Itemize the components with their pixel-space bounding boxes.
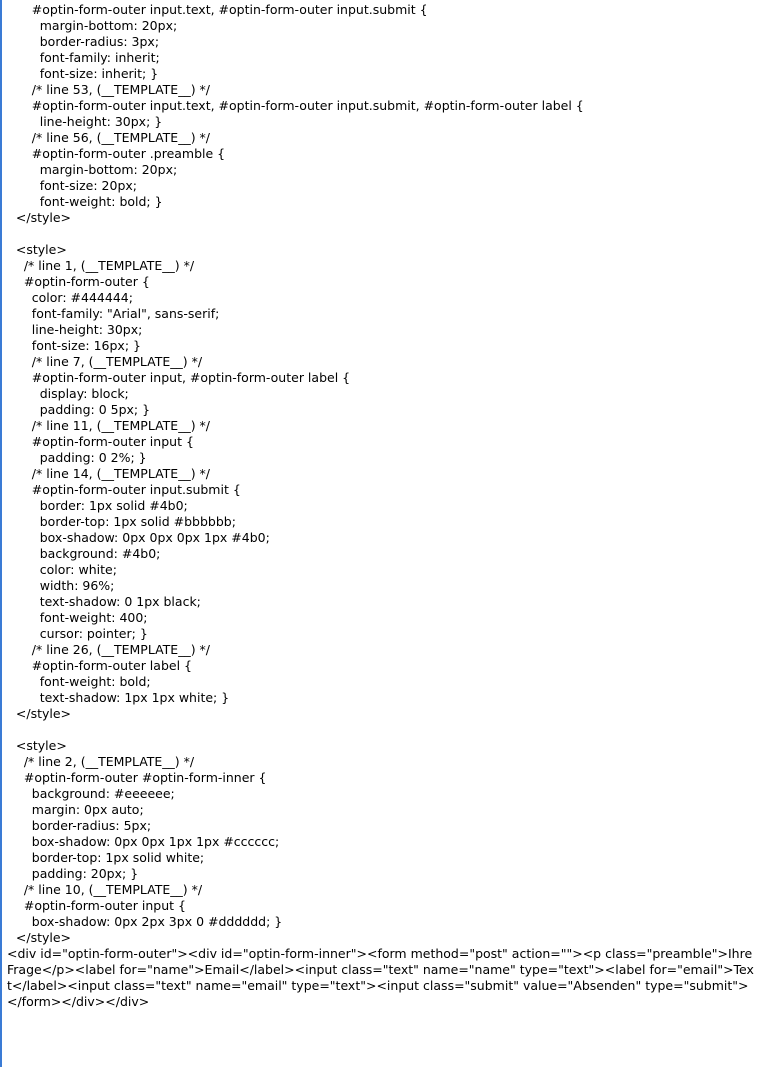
source-line: font-weight: bold; }: [0, 194, 163, 209]
source-line: line-height: 30px;: [0, 322, 143, 337]
source-line: padding: 0 2%; }: [0, 450, 147, 465]
source-line: box-shadow: 0px 0px 0px 1px #4b0;: [0, 530, 270, 545]
source-line: background: #4b0;: [0, 546, 161, 561]
source-line: /* line 26, (__TEMPLATE__) */: [0, 642, 211, 657]
source-line: box-shadow: 0px 0px 1px 1px #cccccc;: [0, 834, 280, 849]
html-markup-text: <div id="optin-form-outer"><div id="optin-form-inner"><form method="post" action=""><p class="preamble">Ihre Frage</p><label for="name">Email</label><input class="text" name="name" type="text"><label for="email">Text</label><input class="text" name="email" type="text"><input class="submit" value="Absenden" type="submit"></form></div></div>: [7, 946, 754, 1009]
source-line: #optin-form-outer input {: [0, 898, 186, 913]
source-line: font-family: "Arial", sans-serif;: [0, 306, 220, 321]
source-line: [0, 722, 760, 738]
source-line: background: #eeeeee;: [0, 786, 175, 801]
source-line: border-top: 1px solid #bbbbbb;: [0, 514, 236, 529]
source-line: font-weight: 400;: [0, 610, 148, 625]
source-line: /* line 56, (__TEMPLATE__) */: [0, 130, 211, 145]
source-line: #optin-form-outer label {: [0, 658, 192, 673]
source-line: #optin-form-outer input.text, #optin-form-outer input.submit, #optin-form-outer label {: [0, 98, 584, 113]
source-line: font-weight: bold;: [0, 674, 151, 689]
source-line: box-shadow: 0px 2px 3px 0 #dddddd; }: [0, 914, 283, 929]
source-line: margin-bottom: 20px;: [0, 18, 178, 33]
source-line: font-size: 20px;: [0, 178, 137, 193]
source-line: #optin-form-outer .preamble {: [0, 146, 226, 161]
source-line: <style>: [0, 242, 67, 257]
source-line: width: 96%;: [0, 578, 115, 593]
source-line: #optin-form-outer input.submit {: [0, 482, 241, 497]
source-code-view: [0, 2, 760, 946]
source-line: /* line 14, (__TEMPLATE__) */: [0, 466, 211, 481]
source-line: #optin-form-outer #optin-form-inner {: [0, 770, 267, 785]
source-line: font-family: inherit;: [0, 50, 160, 65]
source-line: #optin-form-outer {: [0, 274, 150, 289]
source-line: cursor: pointer; }: [0, 626, 148, 641]
source-line: </style>: [0, 706, 72, 721]
source-line: <style>: [0, 738, 67, 753]
source-line: font-size: 16px; }: [0, 338, 141, 353]
source-line: </style>: [0, 930, 72, 945]
source-line: display: block;: [0, 386, 129, 401]
source-line: border-top: 1px solid white;: [0, 850, 205, 865]
source-line: /* line 11, (__TEMPLATE__) */: [0, 418, 211, 433]
source-line: margin-bottom: 20px;: [0, 162, 178, 177]
source-line: text-shadow: 1px 1px white; }: [0, 690, 230, 705]
source-line: /* line 1, (__TEMPLATE__) */: [0, 258, 195, 273]
source-line: [0, 226, 760, 242]
source-line: padding: 0 5px; }: [0, 402, 151, 417]
source-line: text-shadow: 0 1px black;: [0, 594, 201, 609]
source-line: font-size: inherit; }: [0, 66, 159, 81]
source-line: border: 1px solid #4b0;: [0, 498, 188, 513]
source-line: color: #444444;: [0, 290, 133, 305]
source-line: #optin-form-outer input, #optin-form-outer label {: [0, 370, 351, 385]
source-line: /* line 2, (__TEMPLATE__) */: [0, 754, 195, 769]
source-line: #optin-form-outer input {: [0, 434, 194, 449]
source-line: line-height: 30px; }: [0, 114, 163, 129]
source-line: /* line 53, (__TEMPLATE__) */: [0, 82, 211, 97]
source-line: border-radius: 5px;: [0, 818, 152, 833]
source-line: border-radius: 3px;: [0, 34, 160, 49]
source-line: margin: 0px auto;: [0, 802, 144, 817]
source-line: /* line 7, (__TEMPLATE__) */: [0, 354, 203, 369]
source-line: #optin-form-outer input.text, #optin-form-outer input.submit {: [0, 2, 428, 17]
source-line: color: white;: [0, 562, 117, 577]
source-line: padding: 20px; }: [0, 866, 139, 881]
source-line: /* line 10, (__TEMPLATE__) */: [0, 882, 203, 897]
source-line: </style>: [0, 210, 72, 225]
